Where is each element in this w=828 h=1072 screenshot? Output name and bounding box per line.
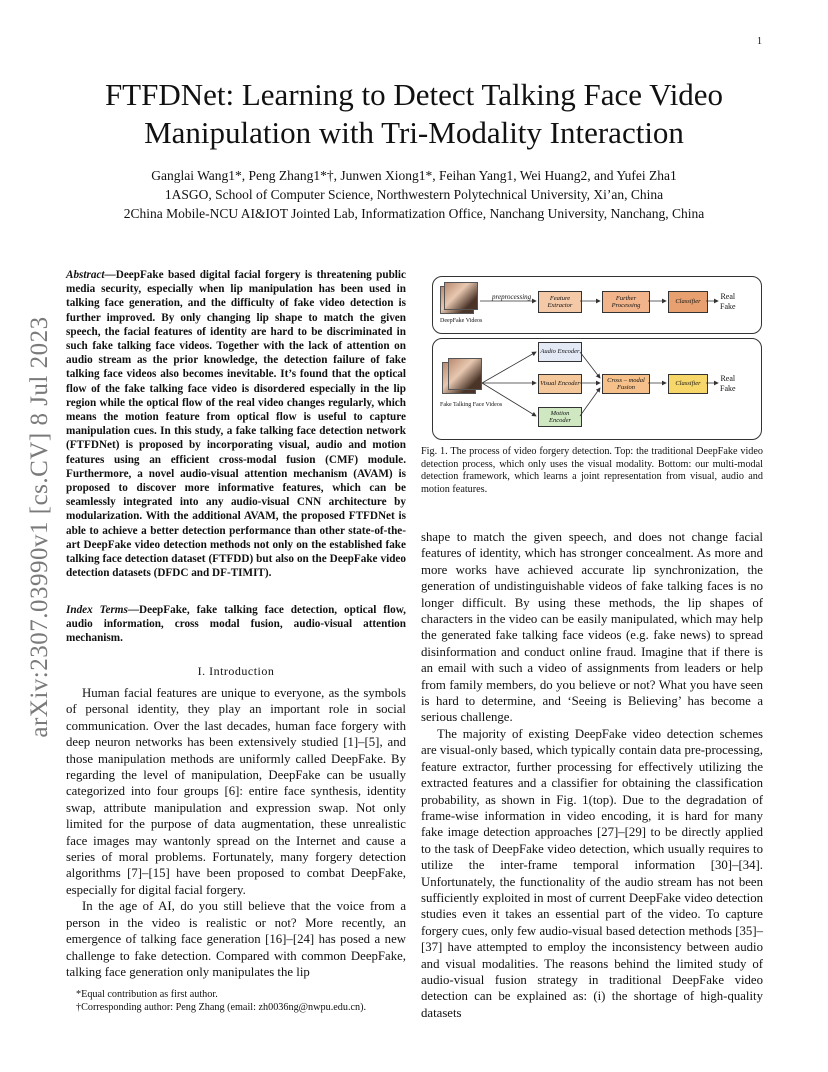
authors: Ganglai Wang1*, Peng Zhang1*†, Junwen Xiong1*, Feihan Yang1, Wei Huang2, and Yufei Zha1 [151,168,677,183]
abstract [66,268,406,580]
affiliation-1: 1ASGO, School of Computer Science, Northwestern Polytechnical University, Xi’an, China [164,187,664,202]
top-output-label: Real Fake [720,292,736,311]
figure-caption: Fig. 1. The process of video forgery detection. Top: the traditional DeepFake video detection process, which only uses the visual modality. Bottom: our multi-modal detection framework, which learns a joint representation from visual, audio and motion features. [421,446,763,495]
figure-1 [432,276,762,441]
title-line-2: Manipulation with Tri-Modality Interaction [144,115,684,150]
intro-paragraph-1: Human facial features are unique to everyone, as the symbols of personal identity, they play an important role in social communication. Over the last decades, human face forgery with deep neuron networks has been extensively studied [1]–[5], and those manipulation methods are uniformly called DeepFake. By regarding the level of manipulation, DeepFake can be usually categorized into four groups [6]: entire face synthesis, identity swap, attribute manipulation and expression swap. Not only limited for the purpose of data augmentation, these unrealistic face images may wantonly spread on the Internet and cause a series of moral problems. Fortunately, many forgery detection algorithms [7]–[15] have been proposed to combat DeepFake, especially for digital facial forgery. [66,686,406,897]
motion-encoder-node: Motion Encoder [538,407,582,427]
cross-modal-fusion-node: Cross – modal Fusion [602,374,650,394]
right-paragraph-1: The majority of existing DeepFake video detection schemes are visual-only based, which typically contain data pre-processing, feature extractor, further processing for effectively utilizing the extracted features and a classifier for obtaining the classification probability, as shown in Fig. 1(top). Due to the degradation of frame-wise information in video encoding, it is hard for many fake image detection approaches [27]–[29] to be directly applied to the task of DeepFake video detection, which usually requires to utilize the inter-frame temporal information [30]–[34]. Unfortunately, the functionality of the audio stream has not been sufficiently exploited in most of current DeepFake video detection studies even it takes an essential part of the video. To capture forgery cues, only few audio-visual based detection methods [35]–[37] have attempted to employ the inconsistency between audio and visual modalities. The reasons behind the limited study of audio-visual fusion strategy in traditional DeepFake video detection can be explained as: (i) the shortage of high-quality datasets [421,726,763,1020]
intro-paragraph-2: In the age of AI, do you still believe that the voice from a person in the video is realistic or not? More recently, an emergence of talking face generation [16]–[24] has posed a new challenge to fake detection. Compared with common DeepFake, talking face generation only manipulates the lip [66,899,406,979]
top-classifier-node: Classifier [668,291,708,313]
footnotes [66,988,406,1014]
abstract-text: —DeepFake based digital facial forgery is threatening public media security, especially when lip manipulation has been used in talking face generation, and the difficulty of fake video detection is further improved. By only changing lip shape to match the given speech, the facial features of identity are hard to be discriminated in such fake talking face videos. Together with the lack of attention on audio stream as the prior knowledge, the detection failure of fake talking face videos also becomes inevitable. It’s found that the optical flow of the fake talking face video is disordered especially in the lip region while the optical flow of the real video changes regularly, which means the motion feature from optical flow is useful to capture manipulation cues. In this study, a fake talking face detection network (FTFDNet) is proposed by incorporating visual, audio and motion features using an efficient cross-modal fusion (CMF) module. Furthermore, a novel audio-visual attention mechanism (AVAM) is proposed to discover more informative features, which can be seamlessly integrated into any audio-visual CNN architecture by modularization. With the additional AVAM, the proposed FTFDNet is able to achieve a better detection performance than other state-of-the-art DeepFake video detection methods not only on the established fake talking face detection dataset (FTFDD) but also on the DeepFake video detection datasets (DFDC and DF-TIMIT). [66,269,406,580]
right-column-text [421,529,763,1021]
audio-encoder-node: Audio Encoder [538,342,582,362]
arxiv-stamp [20,302,60,752]
bottom-classifier-node: Classifier [668,374,708,394]
affiliation-2: 2China Mobile-NCU AI&IOT Jointed Lab, Informatization Office, Nanchang University, Nanchang, China [123,206,705,221]
paper-title [60,76,768,152]
section-heading: I. Introduction [197,664,275,678]
index-terms-label: Index Terms [66,604,128,616]
right-paragraph-0: shape to match the given speech, and does not change facial features of identity, which has stronger concealment. As more and more works have achieved accurate lip synchronization, the generation of undistinguishable videos of fake talking faces is no longer difficult. By using these methods, the lip shapes of characters in the video can be easily manipulated, which may help the generated fake talking face videos (e.g. fake news) to spread disinformation and conduct online fraud. Imagine that if there is an email with such a video of assignments from leaders or help from family members, do you believe or not? What you have seen is hard to determine, and ‘Seeing is Believing’ has become a serious challenge. [421,530,763,725]
visual-encoder-node: Visual Encoder [538,374,582,394]
index-terms-text: —DeepFake, fake talking face detection, optical flow, audio information, cross modal fusion, audio-visual attention mechanism. [66,604,406,645]
title-line-1: FTFDNet: Learning to Detect Talking Face Video [104,77,724,112]
footnote-2: †Corresponding author: Peng Zhang (email: zh0036ng@nwpu.edu.cn). [76,1002,367,1013]
index-terms [66,603,406,646]
feature-extractor-node: Feature Extractor [538,291,582,313]
further-processing-node: Further Processing [602,291,650,313]
author-block [60,166,768,223]
figure-arrows [432,276,762,441]
preprocessing-label: preprocessing [492,293,532,301]
introduction-text [66,685,406,980]
page-number: 1 [757,36,762,47]
arxiv-stamp-text: arXiv:2307.03990v1 [cs.CV] 8 Jul 2023 [26,316,53,738]
abstract-label: Abstract [66,269,105,281]
top-input-label: DeepFake Videos [440,318,483,324]
bottom-output-label: Real Fake [720,374,736,393]
bottom-input-label: Fake Talking Face Videos [440,402,503,408]
footnote-1: *Equal contribution as first author. [76,989,218,1000]
